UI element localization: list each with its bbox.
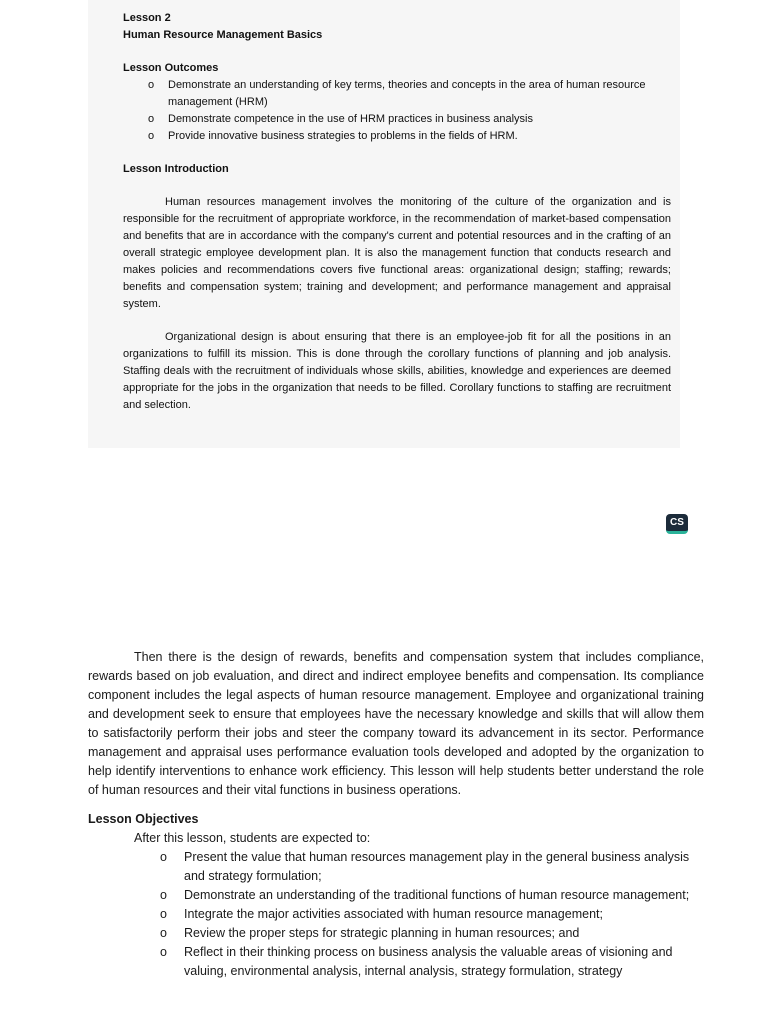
lesson-number: Lesson 2: [123, 12, 171, 24]
page-1-content: [123, 10, 671, 414]
camscanner-logo: CS: [666, 514, 688, 534]
objective-item: o Review the proper steps for strategic planning in human resources; and: [160, 924, 704, 943]
outcome-item: o Demonstrate an understanding of key terms, theories and concepts in the area of human resource management (HRM): [148, 77, 671, 111]
intro-paragraph-1: Human resources management involves the monitoring of the culture of the organization and is responsible for the recruitment of appropriate workforce, in the recommendation of market-based compensation and benefits that are in accordance with the company's current and potential resources and in the crafting of an overall strategic employee development plan. It is also the management function that conducts research and makes policies and recommendations covers five functional areas: organizational design; staffing; rewards; benefits and compensation system; training and development; and performance management and appraisal system.: [123, 196, 671, 310]
rewards-paragraph: Then there is the design of rewards, benefits and compensation system that includes compliance, rewards based on job evaluation, and direct and indirect employee benefits and compensation. Its compliance component includes the legal aspects of human resource management. Employee and organizational training and development seek to ensure that employees have the necessary knowledge and skills that will allow them to satisfactorily perform their jobs and steer the company toward its advancement in its sector. Performance management and appraisal uses performance evaluation tools developed and adopted by the organization to help identify interventions to enhance work efficiency. This lesson will help students better understand the role of human resources and their vital functions in business operations.: [88, 650, 704, 797]
objective-item: o Demonstrate an understanding of the traditional functions of human resource management;: [160, 886, 704, 905]
document-page-1: [88, 0, 680, 448]
outcome-item: o Provide innovative business strategies to problems in the fields of HRM.: [148, 128, 671, 145]
outcome-item: o Demonstrate competence in the use of HRM practices in business analysis: [148, 111, 671, 128]
outcomes-heading: Lesson Outcomes: [123, 62, 219, 74]
intro-paragraph-2: Organizational design is about ensuring that there is an employee-job fit for all the positions in an organizations to fulfill its mission. This is done through the corollary functions of planning and job analysis. Staffing deals with the recruitment of individuals whose skills, abilities, knowledge and experiences are deemed appropriate for the jobs in the organization that needs to be filled. Corollary functions to staffing are recruitment and selection.: [123, 331, 671, 411]
document-page-2: [88, 648, 704, 981]
objective-item: o Integrate the major activities associated with human resource management;: [160, 905, 704, 924]
lesson-title: Human Resource Management Basics: [123, 29, 323, 41]
objectives-list: [88, 848, 704, 981]
objectives-heading: Lesson Objectives: [88, 812, 199, 826]
introduction-heading: Lesson Introduction: [123, 163, 229, 175]
objectives-intro: After this lesson, students are expected to:: [134, 831, 371, 845]
objective-item: o Reflect in their thinking process on business analysis the valuable areas of visioning and valuing, environmental analysis, internal analysis, strategy formulation, strategy: [160, 943, 704, 981]
objective-item: o Present the value that human resources management play in the general business analysis and strategy formulation;: [160, 848, 704, 886]
outcomes-list: [123, 77, 671, 145]
